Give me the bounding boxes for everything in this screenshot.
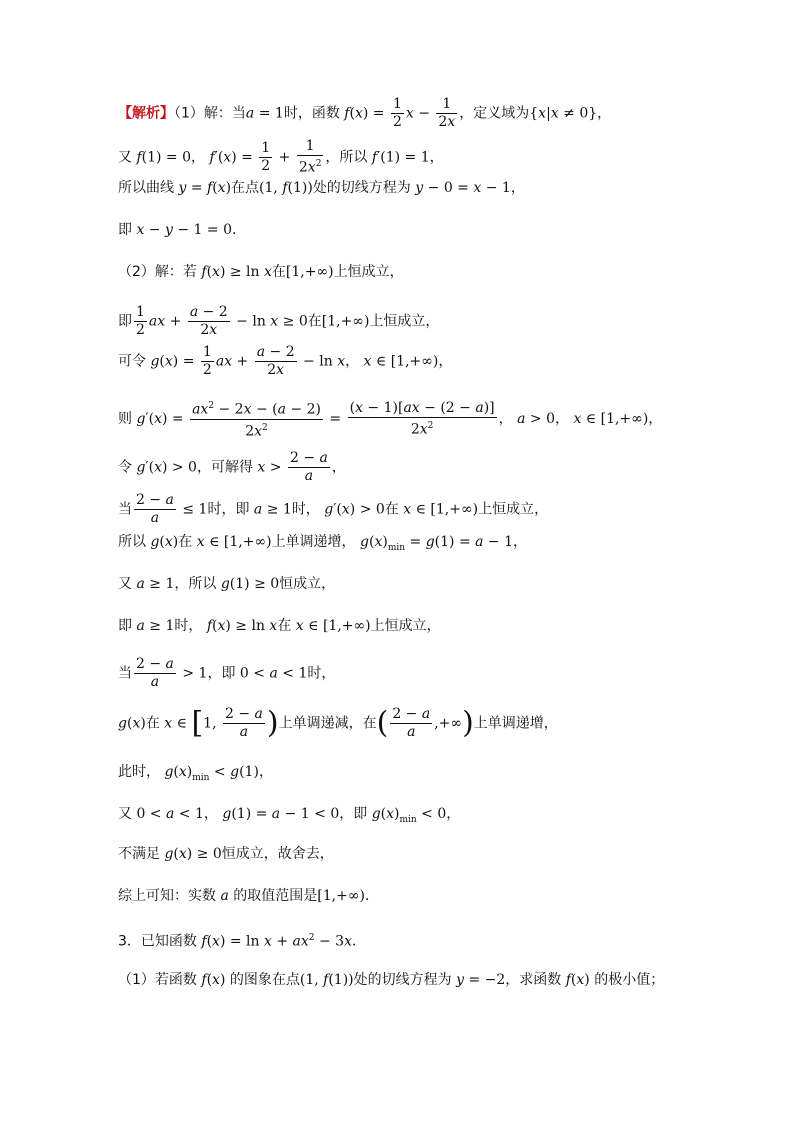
solution-line-3: 所以曲线 y = f(x)在点(1, f(1))处的切线方程为 y − 0 = x − 1， (118, 180, 525, 196)
solution-line-7: 可令 g(x) = $\frac{1}{2}$ ax + $\frac{a - 2}{2x}$ − ln x， x ∈ [1,+∞)， (118, 344, 453, 378)
solution-line-16: 此时， $g(x)_{min} < g(1)$， (118, 764, 273, 783)
solution-line-15: g(x)在 x ∈ [1, $\frac{2 - a}{a}$ )上单调递减，在( $\frac{2 - a}{a}$ ,+∞)上单调递增， (118, 705, 558, 741)
solution-line-1: 【解析】（1）解：当a = 1时，函数 f(x) = $\frac{1}{2}$ x − $\frac{1}{2x}$ ，定义域为{x|x ≠ 0}， (118, 96, 612, 130)
solution-line-5: （2）解：若 f(x) ≥ ln x在[1,+∞)上恒成立， (118, 264, 404, 280)
solution-line-12: 又 a ≥ 1，所以 g(1) ≥ 0恒成立， (118, 576, 336, 592)
solution-line-17: 又 0 < a < 1， g(1) = a − 1 < 0，即 $g(x)_{min} < 0$， (118, 806, 461, 825)
solution-line-8: 则 g′(x) = $\frac{ax^2 - 2x - (a - 2)}{2x^2}$ = $\frac{(x - 1)[ax - (2 - a)]}{2x^2}$ ， a > 0， x ∈ [1,+∞)， (118, 399, 663, 440)
solution-line-10: 当 $\frac{2 - a}{a}$ ≤ 1时，即 a ≥ 1时， g′(x) > 0在 x ∈ [1,+∞)上恒成立， (118, 492, 549, 526)
solution-line-19: 综上可知：实数 a 的取值范围是[1,+∞)． (118, 888, 379, 904)
solution-line-11: 所以 g(x)在 x ∈ [1,+∞)上单调递增， $g(x)_{min} = g(1) = a - 1$， (118, 534, 528, 553)
solution-line-13: 即 a ≥ 1时， f(x) ≥ ln x在 x ∈ [1,+∞)上恒成立， (118, 618, 441, 634)
solution-line-14: 当 $\frac{2 - a}{a}$ > 1，即 0 < a < 1时， (118, 656, 336, 690)
problem-3-part-1: （1）若函数 f(x) 的图象在点(1, f(1))处的切线方程为 y = −2，求函数 f(x) 的极小值； (118, 972, 665, 988)
problem-3-line: 3．已知函数 $f(x) = \ln x + ax^2 - 3x$． (118, 933, 366, 950)
analysis-tag: 【解析】 (118, 105, 174, 122)
solution-line-18: 不满足 g(x) ≥ 0恒成立，故舍去， (118, 846, 334, 862)
solution-line-2: 又 f(1) = 0， f′(x) = $\frac{1}{2}$ + $\frac{1}{2x^2}$ ，所以 f′(1) = 1， (118, 138, 444, 176)
solution-line-6: 即 $\frac{1}{2}$ ax + $\frac{a - 2}{2x}$ − ln x ≥ 0在[1,+∞)上恒成立， (118, 304, 440, 338)
solution-line-9: 令 g′(x) > 0，可解得 x > $\frac{2 - a}{a}$ ， (118, 450, 346, 484)
solution-line-4: 即 x − y − 1 = 0． (118, 222, 246, 238)
